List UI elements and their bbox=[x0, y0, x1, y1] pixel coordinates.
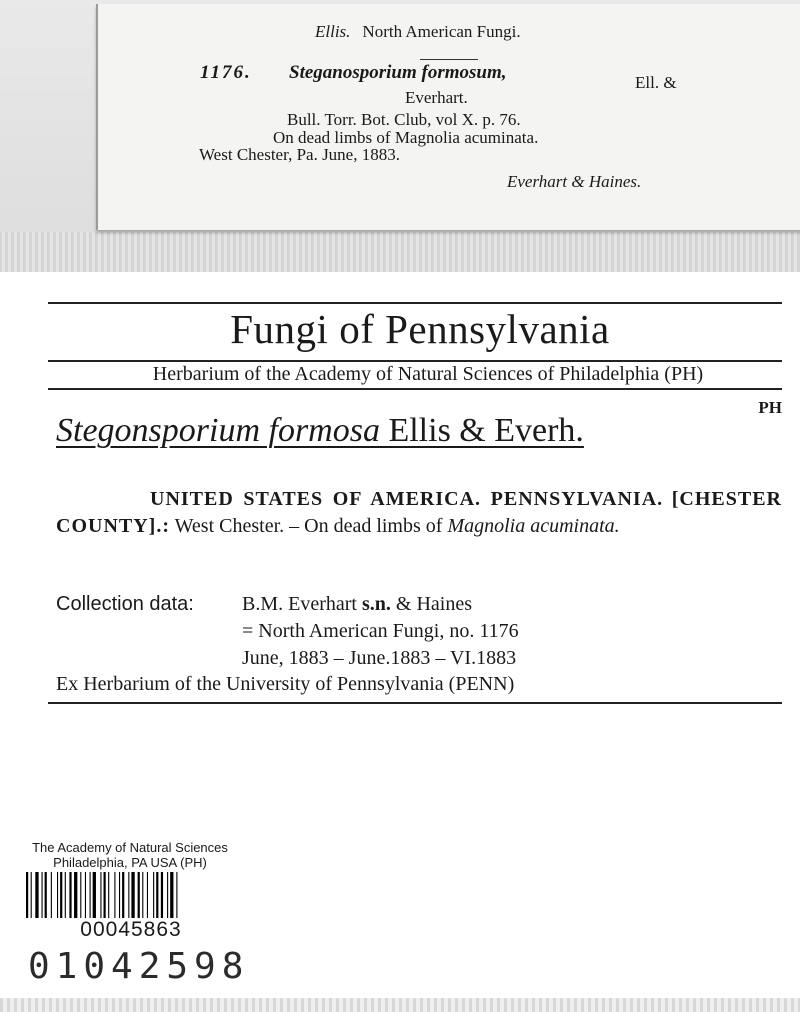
barcode-bar bbox=[156, 872, 158, 918]
barcode-bar bbox=[119, 872, 120, 918]
barcode-bar bbox=[93, 872, 96, 918]
barcode-bar bbox=[131, 872, 134, 918]
country-state: UNITED STATES OF AMERICA. PENNSYLVANIA. bbox=[150, 488, 664, 510]
barcode-bar bbox=[138, 872, 140, 918]
barcode-bar bbox=[147, 872, 148, 918]
barcode-bar bbox=[26, 872, 28, 918]
barcode-bar bbox=[161, 872, 163, 918]
barcode-bar bbox=[80, 872, 81, 918]
page-title: Fungi of Pennsylvania bbox=[230, 306, 610, 352]
barcode-bar bbox=[69, 872, 71, 918]
taxon-name: Stegonsporium formosa bbox=[56, 412, 380, 449]
series-title: North American Fungi. bbox=[362, 22, 521, 41]
locality-block bbox=[56, 486, 782, 540]
collector-sn: s.n. bbox=[361, 593, 391, 615]
species-name: Steganosporium formosum, bbox=[289, 62, 507, 83]
locality-text: West Chester. – On dead limbs of bbox=[174, 515, 443, 537]
header-rule bbox=[420, 59, 478, 60]
locality-date: West Chester, Pa. June, 1883. bbox=[199, 145, 400, 164]
barcode-bar bbox=[108, 872, 109, 918]
publication-citation: Bull. Torr. Bot. Club, vol X. p. 76. bbox=[287, 110, 521, 129]
authority-line-2: Everhart. bbox=[405, 88, 468, 107]
substrate-note: On dead limbs of Magnolia acuminata. bbox=[273, 128, 539, 147]
barcode-bar bbox=[65, 872, 66, 918]
barcode-bar bbox=[57, 872, 58, 918]
barcode-bar bbox=[45, 872, 47, 918]
barcode-bar bbox=[100, 872, 101, 918]
collector-line bbox=[242, 593, 472, 616]
barcode-bar bbox=[176, 872, 177, 918]
host-species: acuminata. bbox=[530, 515, 620, 537]
barcode-bar bbox=[60, 872, 62, 918]
barcode-bar bbox=[90, 872, 91, 918]
herbarium-subtitle: Herbarium of the Academy of Natural Sciences of Philadelphia (PH) bbox=[152, 363, 704, 385]
authority-line-1: Ell. & bbox=[635, 73, 677, 92]
barcode-bar bbox=[42, 872, 43, 918]
barcode-number: 00045863 bbox=[80, 918, 182, 941]
barcode-bar bbox=[167, 872, 168, 918]
barcode-bar bbox=[104, 872, 106, 918]
barcode-bar bbox=[85, 872, 86, 918]
title-top-rule bbox=[48, 302, 782, 304]
barcode-bar bbox=[170, 872, 173, 918]
herbarium-code: PH bbox=[758, 398, 782, 417]
specimen-barcode bbox=[24, 872, 228, 918]
title-bottom-rule bbox=[48, 360, 782, 362]
exsiccata-line: = North American Fungi, no. 1176 bbox=[242, 620, 519, 642]
paper-bottom-edge bbox=[0, 998, 800, 1012]
barcode-bar bbox=[122, 872, 124, 918]
institution-line-2: Philadelphia, PA USA (PH) bbox=[53, 855, 207, 870]
barcode-bar bbox=[74, 872, 77, 918]
label-bottom-rule bbox=[48, 702, 782, 704]
barcode-bar bbox=[31, 872, 32, 918]
collector-rest: & Haines bbox=[395, 593, 472, 615]
handwritten-accession-number: 01042598 bbox=[28, 946, 250, 987]
date-line: June, 1883 – June.1883 – VI.1883 bbox=[242, 647, 517, 669]
exsiccata-number: 1176. bbox=[200, 62, 252, 83]
taxon-author: Ellis & Everh. bbox=[388, 412, 584, 449]
institution-line-1: The Academy of Natural Sciences bbox=[32, 840, 228, 855]
institution-name bbox=[10, 840, 250, 870]
taxon-heading bbox=[56, 412, 584, 450]
barcode-bar bbox=[51, 872, 52, 918]
subtitle-rule bbox=[48, 388, 782, 390]
original-specimen-label bbox=[96, 4, 800, 230]
collectors: Everhart & Haines. bbox=[507, 172, 642, 191]
barcode-bar bbox=[153, 872, 154, 918]
barcode-bar bbox=[114, 872, 115, 918]
barcode-bar bbox=[35, 872, 38, 918]
scanned-label-background bbox=[0, 0, 800, 272]
ex-herbarium-line: Ex Herbarium of the University of Pennsylvania (PENN) bbox=[56, 673, 515, 695]
county: [CHESTER COUNTY].: bbox=[56, 488, 782, 537]
barcode-bar bbox=[128, 872, 129, 918]
barcode-bar bbox=[142, 872, 143, 918]
paper-edge-texture bbox=[0, 232, 800, 272]
collector-name: B.M. Everhart bbox=[242, 593, 357, 615]
host-genus: Magnolia bbox=[447, 515, 526, 537]
collection-data-label: Collection data: bbox=[56, 593, 194, 615]
series-header bbox=[315, 22, 521, 42]
collector-abbrev: Ellis. bbox=[315, 22, 351, 41]
